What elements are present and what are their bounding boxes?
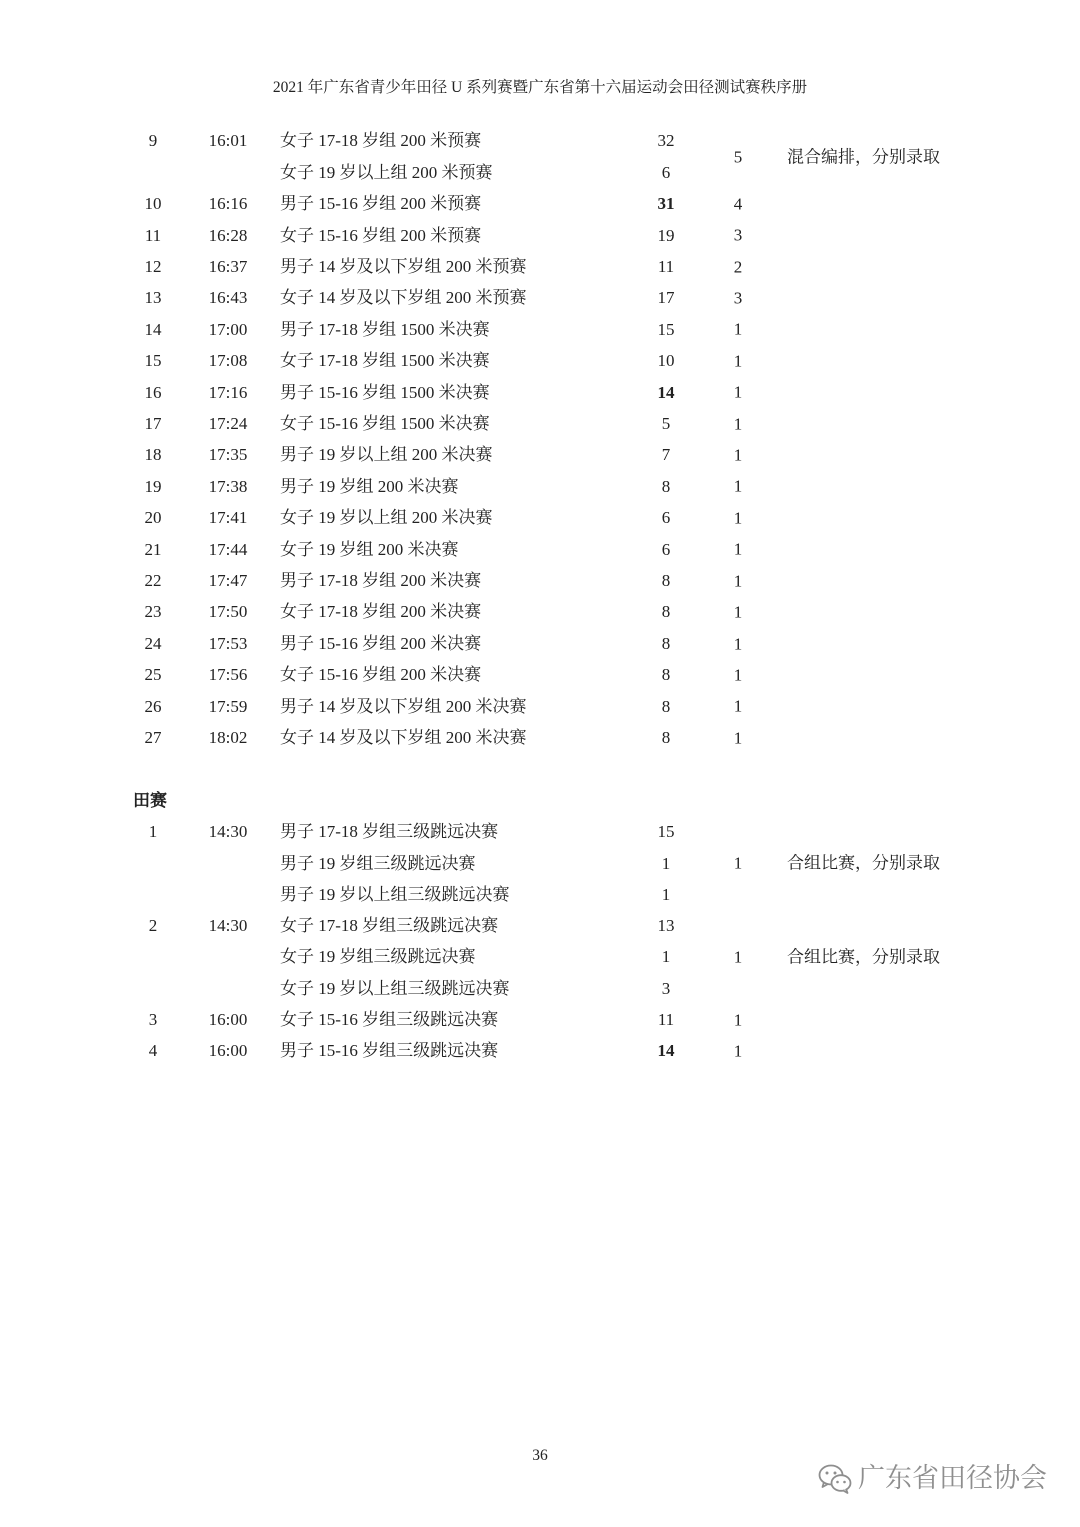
entrant-counts	[630, 596, 702, 627]
event-list	[280, 565, 481, 596]
entry-number: 14	[144, 319, 162, 339]
entrant-count: 6	[661, 162, 671, 182]
entrant-count: 8	[661, 665, 671, 685]
event-name: 女子 17-18 岁组 200 米预赛	[280, 131, 482, 151]
field-section-title: 田赛	[133, 791, 167, 810]
entrant-count: 15	[657, 319, 675, 339]
entry-time: 16:00	[208, 1010, 248, 1030]
event-list	[280, 471, 459, 502]
entry-time: 16:00	[208, 1041, 248, 1061]
entrant-count: 8	[661, 633, 671, 653]
entry-number: 23	[144, 602, 162, 622]
schedule-entry	[0, 188, 1080, 219]
event-name: 女子 19 岁组 200 米决赛	[280, 539, 459, 559]
entry-time: 17:59	[208, 696, 248, 716]
entry-number: 21	[144, 539, 162, 559]
group-count: 1	[733, 665, 743, 685]
event-list	[280, 408, 490, 439]
entrant-count: 14	[657, 382, 675, 402]
schedule-entry	[0, 314, 1080, 345]
event-name: 男子 15-16 岁组三级跳远决赛	[280, 1041, 499, 1061]
entrant-count: 17	[657, 288, 675, 308]
group-count: 1	[733, 508, 743, 528]
entrant-count: 19	[657, 225, 675, 245]
entry-number: 2	[148, 916, 158, 936]
event-name: 男子 19 岁组三级跳远决赛	[280, 853, 476, 873]
event-list	[280, 502, 493, 533]
entrant-counts	[630, 188, 702, 219]
event-list	[280, 251, 527, 282]
entrant-count: 1	[661, 853, 671, 873]
event-name: 男子 19 岁组 200 米决赛	[280, 476, 459, 496]
entrant-count: 31	[657, 194, 675, 214]
schedule-entry	[0, 345, 1080, 376]
schedule-entry	[0, 377, 1080, 408]
schedule-entry	[0, 565, 1080, 596]
event-name: 男子 15-16 岁组 200 米决赛	[280, 633, 482, 653]
entry-note: 混合编排，分别录取	[787, 146, 940, 166]
entry-time: 16:16	[208, 194, 248, 214]
group-count: 2	[733, 256, 743, 276]
entry-time: 17:38	[208, 476, 248, 496]
event-name: 男子 19 岁以上组 200 米决赛	[280, 445, 493, 465]
entry-time: 16:28	[208, 225, 248, 245]
entrant-count: 6	[661, 539, 671, 559]
entry-time: 16:37	[208, 256, 248, 276]
entrant-count: 10	[657, 351, 675, 371]
schedule-entry	[0, 628, 1080, 659]
entrant-counts	[630, 345, 702, 376]
entrant-counts	[630, 408, 702, 439]
group-count: 1	[733, 445, 743, 465]
group-count: 1	[733, 413, 743, 433]
event-name: 男子 15-16 岁组 1500 米决赛	[280, 382, 490, 402]
event-list	[280, 314, 490, 345]
entry-number: 4	[148, 1041, 158, 1061]
event-name: 女子 15-16 岁组 200 米预赛	[280, 225, 482, 245]
entrant-count: 13	[657, 916, 675, 936]
entry-number: 3	[148, 1010, 158, 1030]
entry-time: 17:53	[208, 633, 248, 653]
schedule-entry	[0, 125, 1080, 188]
entry-note: 合组比赛，分别录取	[787, 853, 940, 873]
entry-time: 16:43	[208, 288, 248, 308]
entry-number: 1	[148, 822, 158, 842]
entry-time: 14:30	[208, 916, 248, 936]
entrant-counts	[630, 125, 702, 188]
schedule-entry	[0, 408, 1080, 439]
entry-number: 13	[144, 288, 162, 308]
entry-note: 合组比赛，分别录取	[787, 947, 940, 967]
watermark-text: 广东省田径协会	[858, 1463, 1047, 1494]
field-schedule	[0, 816, 1080, 1066]
entrant-count: 1	[661, 947, 671, 967]
event-name: 女子 17-18 岁组三级跳远决赛	[280, 916, 499, 936]
event-name: 女子 19 岁组三级跳远决赛	[280, 947, 476, 967]
entrant-count: 3	[661, 978, 671, 998]
event-name: 男子 17-18 岁组 1500 米决赛	[280, 319, 490, 339]
entrant-counts	[630, 910, 702, 1004]
group-count: 1	[733, 476, 743, 496]
event-name: 女子 15-16 岁组三级跳远决赛	[280, 1010, 499, 1030]
entry-number: 9	[148, 131, 158, 151]
entrant-counts	[630, 1035, 702, 1066]
entrant-counts	[630, 1004, 702, 1035]
entry-time: 17:00	[208, 319, 248, 339]
entrant-count: 11	[657, 256, 675, 276]
entry-number: 19	[144, 476, 162, 496]
document-header: 2021 年广东省青少年田径 U 系列赛暨广东省第十六届运动会田径测试赛秩序册	[272, 79, 808, 96]
entrant-count: 8	[661, 728, 671, 748]
event-list	[280, 1004, 498, 1035]
entrant-count: 5	[661, 413, 671, 433]
track-schedule	[0, 125, 1080, 753]
event-list	[280, 188, 481, 219]
event-name: 男子 15-16 岁组 200 米预赛	[280, 194, 482, 214]
schedule-entry	[0, 1004, 1080, 1035]
entrant-counts	[630, 691, 702, 722]
event-list	[280, 691, 527, 722]
event-list	[280, 659, 481, 690]
schedule-entry	[0, 251, 1080, 282]
event-name: 女子 17-18 岁组 200 米决赛	[280, 602, 482, 622]
group-count: 1	[733, 633, 743, 653]
entry-number: 26	[144, 696, 162, 716]
group-count: 1	[733, 602, 743, 622]
event-name: 男子 14 岁及以下岁组 200 米决赛	[280, 696, 527, 716]
group-count: 1	[733, 539, 743, 559]
entrant-counts	[630, 722, 702, 753]
entry-time: 14:30	[208, 822, 248, 842]
schedule-entry	[0, 659, 1080, 690]
schedule-entry	[0, 282, 1080, 313]
entrant-count: 14	[657, 1041, 675, 1061]
entry-number: 15	[144, 351, 162, 371]
wechat-icon	[818, 1463, 852, 1495]
event-name: 男子 14 岁及以下岁组 200 米预赛	[280, 256, 527, 276]
schedule-entry	[0, 816, 1080, 910]
event-name: 男子 19 岁以上组三级跳远决赛	[280, 884, 510, 904]
entrant-count: 15	[657, 822, 675, 842]
group-count: 3	[733, 288, 743, 308]
schedule-entry	[0, 220, 1080, 251]
entry-number: 12	[144, 256, 162, 276]
group-count: 3	[733, 225, 743, 245]
entrant-counts	[630, 565, 702, 596]
event-list	[280, 596, 481, 627]
entrant-counts	[630, 439, 702, 470]
entrant-count: 8	[661, 571, 671, 590]
entry-number: 24	[144, 633, 162, 653]
schedule-entry	[0, 910, 1080, 1004]
entrant-counts	[630, 220, 702, 251]
entry-time: 17:50	[208, 602, 248, 622]
entrant-counts	[630, 502, 702, 533]
schedule-entry	[0, 502, 1080, 533]
group-count: 1	[733, 319, 743, 339]
event-list	[280, 377, 490, 408]
group-count: 1	[733, 570, 743, 590]
entrant-counts	[630, 314, 702, 345]
entry-number: 22	[144, 571, 162, 590]
event-name: 男子 17-18 岁组三级跳远决赛	[280, 822, 499, 842]
entrant-count: 6	[661, 508, 671, 528]
entrant-count: 32	[657, 131, 675, 151]
entry-number: 20	[144, 508, 162, 528]
entry-number: 25	[144, 665, 162, 685]
entry-number: 16	[144, 382, 162, 402]
event-list	[280, 722, 527, 753]
event-name: 女子 19 岁以上组三级跳远决赛	[280, 978, 510, 998]
event-list	[280, 534, 459, 565]
group-count: 1	[733, 1010, 743, 1030]
entrant-counts	[630, 251, 702, 282]
group-count: 1	[733, 947, 743, 967]
event-list	[280, 628, 481, 659]
event-list	[280, 125, 493, 188]
event-list	[280, 910, 510, 1004]
event-list	[280, 220, 481, 251]
entrant-counts	[630, 659, 702, 690]
entrant-counts	[630, 534, 702, 565]
entry-time: 17:08	[208, 351, 248, 371]
event-name: 男子 17-18 岁组 200 米决赛	[280, 571, 482, 590]
page-number: 36	[532, 1447, 548, 1464]
schedule-entry	[0, 691, 1080, 722]
entry-number: 27	[144, 728, 162, 748]
entrant-counts	[630, 377, 702, 408]
group-count: 1	[733, 382, 743, 402]
group-count: 1	[733, 728, 743, 748]
entrant-counts	[630, 471, 702, 502]
group-count: 1	[733, 1041, 743, 1061]
entry-time: 17:47	[208, 571, 248, 590]
entrant-count: 1	[661, 884, 671, 904]
entry-time: 17:44	[208, 539, 248, 559]
schedule-entry	[0, 722, 1080, 753]
entry-time: 17:35	[208, 445, 248, 465]
event-name: 女子 19 岁以上组 200 米预赛	[280, 162, 493, 182]
entrant-count: 8	[661, 476, 671, 496]
event-name: 女子 17-18 岁组 1500 米决赛	[280, 351, 490, 371]
entry-number: 10	[144, 194, 162, 214]
entry-number: 11	[144, 225, 162, 245]
event-name: 女子 14 岁及以下岁组 200 米决赛	[280, 728, 527, 748]
entry-time: 17:24	[208, 413, 248, 433]
schedule-entry	[0, 596, 1080, 627]
event-list	[280, 816, 510, 910]
schedule-entry	[0, 439, 1080, 470]
entrant-count: 7	[661, 445, 671, 465]
group-count: 1	[733, 853, 743, 873]
event-list	[280, 282, 527, 313]
schedule-entry	[0, 471, 1080, 502]
entrant-count: 8	[661, 696, 671, 716]
entrant-counts	[630, 282, 702, 313]
schedule-entry	[0, 1035, 1080, 1066]
event-name: 女子 15-16 岁组 200 米决赛	[280, 665, 482, 685]
event-name: 女子 14 岁及以下岁组 200 米预赛	[280, 288, 527, 308]
event-name: 女子 15-16 岁组 1500 米决赛	[280, 413, 490, 433]
entrant-count: 11	[657, 1010, 675, 1030]
event-name: 女子 19 岁以上组 200 米决赛	[280, 508, 493, 528]
event-list	[280, 1035, 498, 1066]
event-list	[280, 345, 490, 376]
entrant-counts	[630, 628, 702, 659]
group-count: 4	[733, 194, 743, 214]
group-count: 1	[733, 351, 743, 371]
group-count: 5	[733, 146, 743, 166]
entry-time: 17:56	[208, 665, 248, 685]
schedule-entry	[0, 534, 1080, 565]
group-count: 1	[733, 696, 743, 716]
entry-number: 17	[144, 413, 162, 433]
entry-time: 18:02	[208, 728, 248, 748]
entrant-count: 8	[661, 602, 671, 622]
entrant-counts	[630, 816, 702, 910]
entry-number: 18	[144, 445, 162, 465]
event-list	[280, 439, 493, 470]
entry-time: 16:01	[208, 131, 248, 151]
entry-time: 17:16	[208, 382, 248, 402]
watermark	[818, 1461, 1047, 1497]
entry-time: 17:41	[208, 508, 248, 528]
